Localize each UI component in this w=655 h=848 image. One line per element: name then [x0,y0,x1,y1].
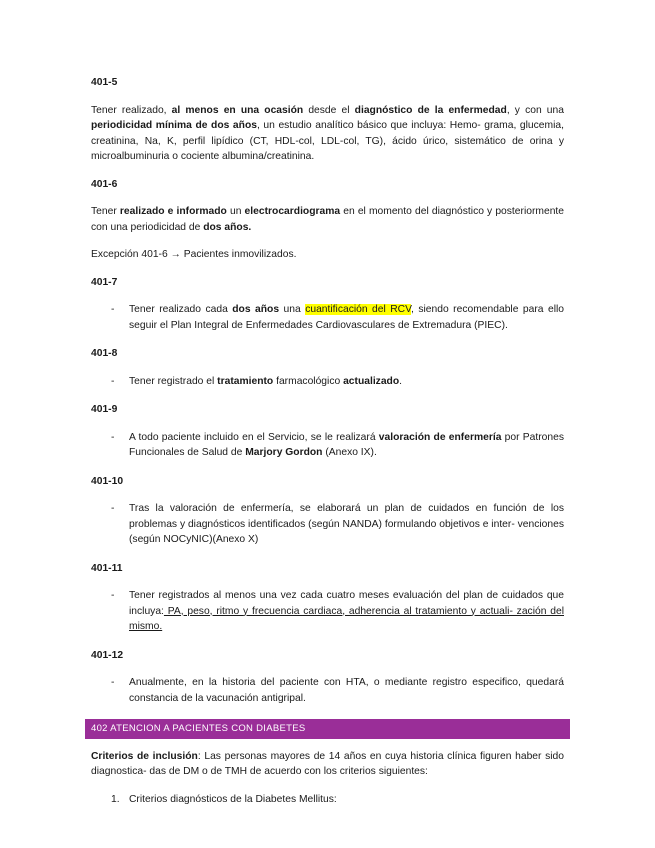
document-content [91,75,564,807]
list-401-8 [91,374,564,390]
paragraph-401-5: Tener realizado, al menos en una ocasión desde el diagnóstico de la enfermedad, y con una periodicidad mínima de dos años, un estudio analítico básico que incluya: Hemo- grama, glucemia, creatinina, Na, K, perfil lipídico (CT, HDL-col, LDL-col, TG), ácido úrico, sistemático de orina y microalbuminuria o cociente albumina/creatinina. [91,104,564,162]
list-item: - A todo paciente incluido en el Servicio, se le realizará valoración de enfermería por Patrones Funcionales de Salud de Marjory Gordon (Anexo IX). [91,430,564,461]
list-item: 1. Criterios diagnósticos de la Diabetes Mellitus: [111,793,337,805]
paragraph-401-6: Tener realizado e informado un electrocardiograma en el momento del diagnóstico y posteriormente con una periodicidad de dos años. [91,206,565,233]
list-401-12 [91,675,564,706]
heading-401-10: 401-10 [91,475,124,487]
list-item: - Anualmente, en la historia del paciente con HTA, o mediante registro especifico, quedará constancia de la vacunación antigripal. [91,675,564,706]
list-401-10 [91,501,564,548]
heading-401-8: 401-8 [91,348,118,359]
highlighted-text: cuantificación del RCV [305,304,412,315]
heading-401-7: 401-7 [91,276,118,288]
inclusion-label: Criterios de inclusión [91,750,198,762]
list-item: - Tener registrados al menos una vez cada cuatro meses evaluación del plan de cuidados que incluya: PA, peso, ritmo y frecuencia cardiaca, adherencia al tratamiento y actuali- zación del mismo. [91,588,564,635]
inclusion-paragraph: Criterios de inclusión: Las personas mayores de 14 años en cuya historia clínica figuren haber sido diagnostica- das de DM o de TMH de acuerdo con los criterios siguientes: [91,750,564,777]
list-item: - Tener registrado el tratamiento farmacológico actualizado. [91,374,564,390]
list-401-9 [91,430,564,461]
section-banner-402 [85,719,570,739]
heading-401-11: 401-11 [91,562,123,574]
list-401-7 [91,302,564,333]
section-banner-text: 402 ATENCION A PACIENTES CON DIABETES [91,723,306,734]
heading-401-5: 401-5 [91,77,118,88]
criteria-list [91,792,564,808]
heading-401-6: 401-6 [91,178,118,190]
heading-401-9: 401-9 [91,404,118,415]
list-401-11 [91,588,564,635]
list-item: - Tener realizado cada dos años una cuantificación del RCV, siendo recomendable para ello seguir el Plan Integral de Enfermedades Cardiovasculares de Extremadura (PIEC). [91,302,564,333]
exception-401-6: Excepción 401-6 → Pacientes inmovilizados. [91,249,297,260]
heading-401-12: 401-12 [91,649,124,661]
underlined-text: PA, peso, ritmo y frecuencia cardiaca, adherencia al tratamiento y actuali- zación del mismo. [129,605,564,632]
list-item: - Tras la valoración de enfermería, se elaborará un plan de cuidados en función de los problemas y diagnósticos identificados (según NANDA) formulando objetivos e inter- venciones (según NOCyNIC)(Anexo X) [91,501,564,548]
